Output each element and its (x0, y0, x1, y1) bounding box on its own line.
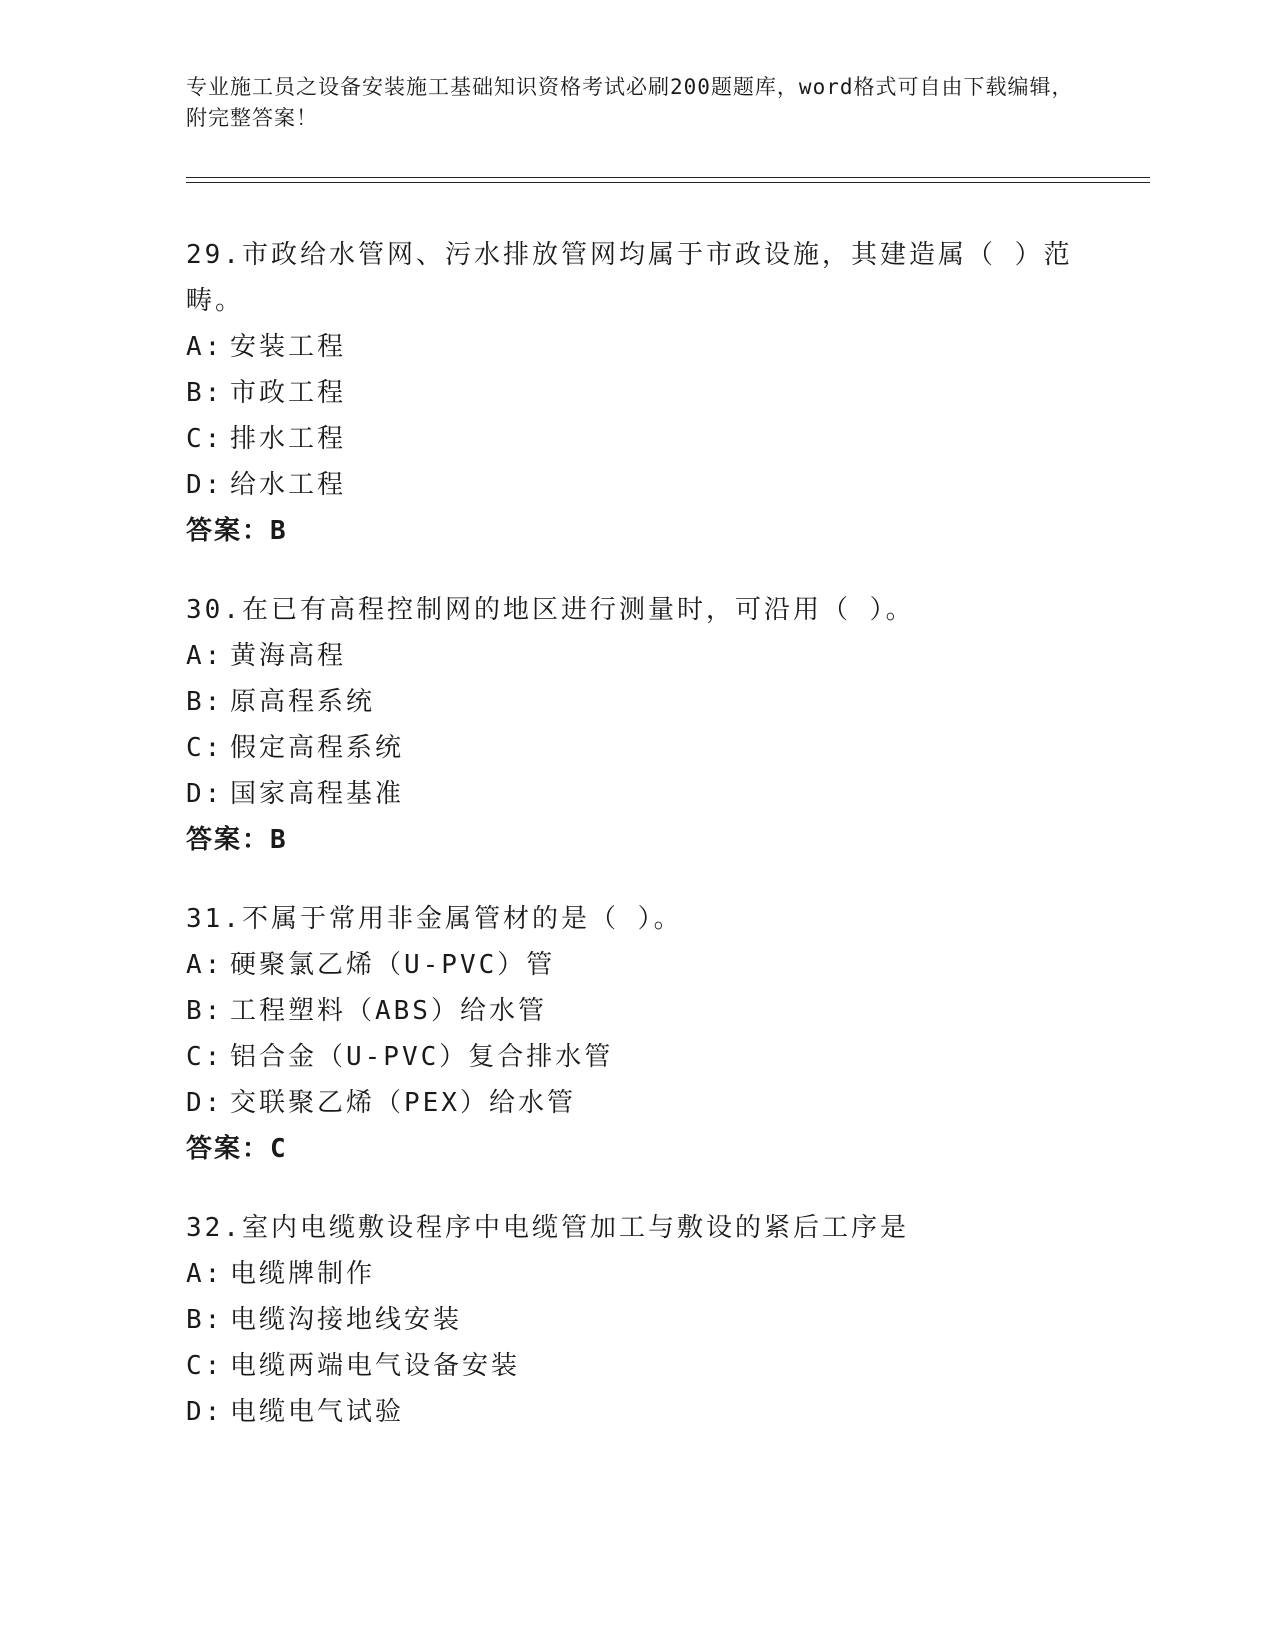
option-letter: B: (186, 378, 224, 408)
option-d (186, 462, 1076, 508)
option-b (186, 679, 1076, 725)
option-letter: B: (186, 996, 224, 1026)
option-a (186, 324, 1076, 370)
option-d (186, 771, 1076, 817)
header-divider-top (186, 177, 1150, 178)
option-letter: A: (186, 332, 224, 362)
option-letter: C: (186, 733, 224, 763)
option-letter: D: (186, 1088, 224, 1118)
option-letter: B: (186, 687, 224, 717)
question-stem: 29.市政给水管网、污水排放管网均属于市政设施，其建造属（ ）范畴。 (186, 240, 1073, 316)
option-letter: C: (186, 424, 224, 454)
question-31 (186, 896, 1076, 1172)
question-32 (186, 1205, 1076, 1435)
option-text: 国家高程基准 (230, 779, 405, 809)
option-letter: B: (186, 1305, 224, 1335)
option-text: 黄海高程 (230, 641, 347, 671)
option-c (186, 1034, 1076, 1080)
option-c (186, 416, 1076, 462)
option-text: 电缆两端电气设备安装 (230, 1351, 521, 1381)
option-d (186, 1080, 1076, 1126)
option-b (186, 1297, 1076, 1343)
option-letter: C: (186, 1351, 224, 1381)
option-text: 工程塑料（ABS）给水管 (230, 996, 547, 1026)
option-letter: D: (186, 779, 224, 809)
question-stem: 31.不属于常用非金属管材的是（ ）。 (186, 904, 683, 934)
question-stem: 30.在已有高程控制网的地区进行测量时，可沿用（ ）。 (186, 595, 915, 625)
option-text: 电缆牌制作 (230, 1259, 376, 1289)
answer-line: 答案：B (186, 825, 288, 855)
document-header: 专业施工员之设备安装施工基础知识资格考试必刷200题题库，word格式可自由下载编辑，附完整答案！ (186, 75, 1074, 130)
option-text: 铝合金（U-PVC）复合排水管 (230, 1042, 614, 1072)
option-text: 假定高程系统 (230, 733, 405, 763)
option-b (186, 370, 1076, 416)
question-stem: 32.室内电缆敷设程序中电缆管加工与敷设的紧后工序是 (186, 1213, 909, 1243)
question-29 (186, 232, 1076, 554)
option-text: 原高程系统 (230, 687, 376, 717)
option-letter: D: (186, 1397, 224, 1427)
option-letter: D: (186, 470, 224, 500)
question-list (186, 232, 1076, 1468)
option-a (186, 942, 1076, 988)
header-divider-bottom (186, 182, 1150, 183)
option-text: 电缆电气试验 (230, 1397, 405, 1427)
option-b (186, 988, 1076, 1034)
option-text: 硬聚氯乙烯（U-PVC）管 (230, 950, 556, 980)
option-text: 市政工程 (230, 378, 347, 408)
option-a (186, 633, 1076, 679)
option-text: 电缆沟接地线安装 (230, 1305, 463, 1335)
option-a (186, 1251, 1076, 1297)
option-c (186, 725, 1076, 771)
option-letter: C: (186, 1042, 224, 1072)
option-letter: A: (186, 641, 224, 671)
option-c (186, 1343, 1076, 1389)
option-text: 交联聚乙烯（PEX）给水管 (230, 1088, 576, 1118)
option-letter: A: (186, 1259, 224, 1289)
option-letter: A: (186, 950, 224, 980)
option-text: 给水工程 (230, 470, 347, 500)
option-text: 安装工程 (230, 332, 347, 362)
question-30 (186, 587, 1076, 863)
answer-line: 答案：C (186, 1134, 288, 1164)
option-text: 排水工程 (230, 424, 347, 454)
option-d (186, 1389, 1076, 1435)
answer-line: 答案：B (186, 516, 288, 546)
